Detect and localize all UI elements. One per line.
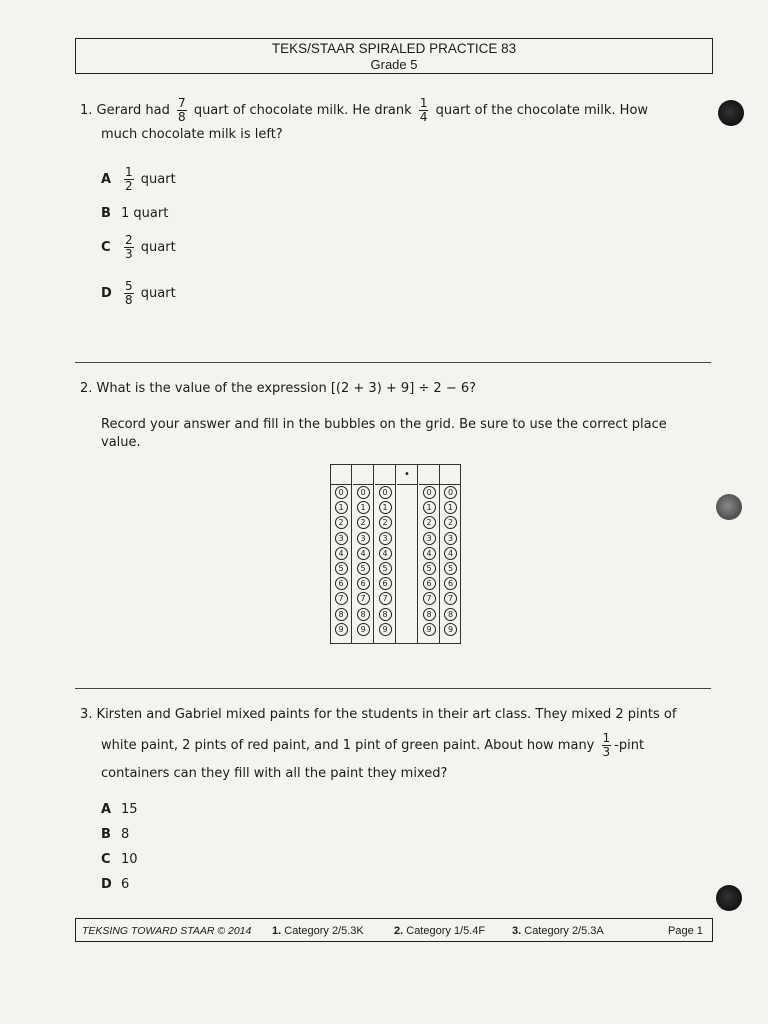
grid-column-tens[interactable] bbox=[331, 465, 352, 643]
fraction: $\frac{5}{8}$ bbox=[125, 279, 133, 307]
digit-bubble[interactable]: 9 bbox=[423, 623, 436, 636]
grid-column-ones-a[interactable] bbox=[353, 465, 374, 643]
answer-choice-a[interactable]: A $\frac{1}{2}$ quart bbox=[101, 165, 176, 193]
digit-bubble[interactable]: 3 bbox=[335, 532, 348, 545]
question-number: 1. bbox=[80, 103, 93, 118]
digit-bubble[interactable]: 3 bbox=[444, 532, 457, 545]
digit-bubble[interactable]: 8 bbox=[444, 608, 457, 621]
digit-bubble[interactable]: 1 bbox=[423, 501, 436, 514]
digit-bubble[interactable]: 3 bbox=[423, 532, 436, 545]
digit-bubble[interactable]: 4 bbox=[335, 547, 348, 560]
question-2-instructions: Record your answer and fill in the bubbles on the grid. Be sure to use the correct place value. bbox=[101, 417, 667, 450]
divider bbox=[75, 362, 711, 363]
digit-bubble[interactable]: 7 bbox=[335, 592, 348, 605]
digit-bubble[interactable]: 7 bbox=[379, 592, 392, 605]
digit-bubble[interactable]: 4 bbox=[357, 547, 370, 560]
digit-bubble[interactable]: 5 bbox=[357, 562, 370, 575]
page-number: Page 1 bbox=[668, 925, 703, 937]
answer-box[interactable] bbox=[419, 465, 439, 485]
bubble-set bbox=[331, 486, 351, 636]
answer-choice-c[interactable]: C $\frac{2}{3}$ quart bbox=[101, 233, 176, 261]
digit-bubble[interactable]: 8 bbox=[357, 608, 370, 621]
bubble-set bbox=[440, 486, 461, 636]
question-number: 3. bbox=[80, 707, 93, 722]
digit-bubble[interactable]: 5 bbox=[335, 562, 348, 575]
digit-bubble[interactable]: 9 bbox=[444, 623, 457, 636]
digit-bubble[interactable]: 1 bbox=[379, 501, 392, 514]
digit-bubble[interactable]: 0 bbox=[335, 486, 348, 499]
binder-hole-bottom bbox=[716, 885, 742, 911]
grade-label: Grade 5 bbox=[370, 57, 418, 72]
question-number: 2. bbox=[80, 381, 93, 396]
fraction: $\frac{1}{4}$ bbox=[419, 96, 428, 124]
digit-bubble[interactable]: 2 bbox=[335, 516, 348, 529]
digit-bubble[interactable]: 4 bbox=[379, 547, 392, 560]
binder-hole-middle bbox=[716, 494, 742, 520]
binder-hole-top bbox=[718, 100, 744, 126]
copyright: TEKSING TOWARD STAAR © 2014 bbox=[82, 925, 252, 937]
digit-bubble[interactable]: 0 bbox=[423, 486, 436, 499]
grid-column-decimal bbox=[397, 465, 418, 643]
stem-text: What is the value of the expression [(2 + 3) + 9] ÷ 2 − 6? bbox=[96, 381, 477, 396]
digit-bubble[interactable]: 1 bbox=[335, 501, 348, 514]
answer-box[interactable] bbox=[440, 465, 461, 485]
digit-bubble[interactable]: 5 bbox=[423, 562, 436, 575]
digit-bubble[interactable]: 6 bbox=[379, 577, 392, 590]
bubble-set bbox=[419, 486, 439, 636]
question-1-stem bbox=[80, 97, 710, 124]
digit-bubble[interactable]: 4 bbox=[444, 547, 457, 560]
question-3-stem bbox=[80, 706, 720, 724]
digit-bubble[interactable]: 1 bbox=[444, 501, 457, 514]
answer-box[interactable] bbox=[331, 465, 351, 485]
grid-column-ones-b[interactable] bbox=[375, 465, 396, 643]
page-footer bbox=[75, 918, 713, 942]
grid-column-tenths[interactable] bbox=[419, 465, 440, 643]
fraction: $\frac{1}{2}$ bbox=[125, 165, 133, 193]
answer-choice-d[interactable]: D $\frac{5}{8}$ quart bbox=[101, 279, 176, 307]
digit-bubble[interactable]: 3 bbox=[357, 532, 370, 545]
divider bbox=[75, 688, 711, 689]
digit-bubble[interactable]: 4 bbox=[423, 547, 436, 560]
fraction: $\frac{2}{3}$ bbox=[125, 233, 133, 261]
category-1: 1. Category 2/5.3K bbox=[272, 925, 364, 937]
digit-bubble[interactable]: 0 bbox=[379, 486, 392, 499]
question-3 bbox=[80, 706, 720, 783]
question-1 bbox=[80, 97, 710, 144]
category-3: 3. Category 2/5.3A bbox=[512, 925, 604, 937]
stem-text: Gerard had bbox=[96, 103, 170, 118]
answer-box[interactable] bbox=[375, 465, 395, 485]
digit-bubble[interactable]: 2 bbox=[423, 516, 436, 529]
digit-bubble[interactable]: 9 bbox=[379, 623, 392, 636]
fraction: $\frac{1}{3}$ bbox=[602, 731, 611, 759]
bubble-set bbox=[375, 486, 395, 636]
digit-bubble[interactable]: 2 bbox=[357, 516, 370, 529]
stem-text: -pint bbox=[614, 738, 645, 753]
page-header bbox=[75, 38, 713, 74]
fraction: $\frac{7}{8}$ bbox=[178, 96, 186, 124]
answer-box[interactable] bbox=[353, 465, 373, 485]
stem-text: quart of chocolate milk. He drank bbox=[193, 103, 412, 118]
digit-bubble[interactable]: 2 bbox=[379, 516, 392, 529]
answer-choice-a[interactable]: A 15 bbox=[101, 802, 138, 817]
digit-bubble[interactable]: 0 bbox=[357, 486, 370, 499]
digit-bubble[interactable]: 8 bbox=[423, 608, 436, 621]
digit-bubble[interactable]: 8 bbox=[335, 608, 348, 621]
worksheet-title: TEKS/STAAR SPIRALED PRACTICE 83 bbox=[271, 41, 517, 56]
digit-bubble[interactable]: 6 bbox=[423, 577, 436, 590]
digit-bubble[interactable]: 6 bbox=[335, 577, 348, 590]
answer-grid bbox=[330, 464, 461, 644]
digit-bubble[interactable]: 7 bbox=[444, 592, 457, 605]
digit-bubble[interactable]: 1 bbox=[357, 501, 370, 514]
digit-bubble[interactable]: 5 bbox=[444, 562, 457, 575]
digit-bubble[interactable]: 2 bbox=[444, 516, 457, 529]
answer-choice-b[interactable]: B 8 bbox=[101, 827, 130, 842]
stem-text: much chocolate milk is left? bbox=[101, 127, 283, 142]
decimal-point: • bbox=[397, 465, 417, 485]
digit-bubble[interactable]: 7 bbox=[423, 592, 436, 605]
digit-bubble[interactable]: 6 bbox=[357, 577, 370, 590]
digit-bubble[interactable]: 9 bbox=[357, 623, 370, 636]
digit-bubble[interactable]: 7 bbox=[357, 592, 370, 605]
digit-bubble[interactable]: 6 bbox=[444, 577, 457, 590]
answer-choice-c[interactable]: C 10 bbox=[101, 852, 138, 867]
grid-column-hundredths[interactable] bbox=[440, 465, 461, 643]
digit-bubble[interactable]: 9 bbox=[335, 623, 348, 636]
digit-bubble[interactable]: 5 bbox=[379, 562, 392, 575]
bubble-set bbox=[353, 486, 373, 636]
answer-choice-b[interactable]: B 1 quart bbox=[101, 206, 169, 221]
stem-text: white paint, 2 pints of red paint, and 1 pint of green paint. About how many bbox=[101, 738, 595, 753]
stem-text: containers can they fill with all the paint they mixed? bbox=[101, 766, 448, 781]
answer-choice-d[interactable]: D 6 bbox=[101, 877, 130, 892]
digit-bubble[interactable]: 8 bbox=[379, 608, 392, 621]
stem-text: Kirsten and Gabriel mixed paints for the students in their art class. They mixed 2 pints of bbox=[96, 707, 677, 722]
category-2: 2. Category 1/5.4F bbox=[394, 925, 486, 937]
digit-bubble[interactable]: 0 bbox=[444, 486, 457, 499]
stem-text: quart of the chocolate milk. How bbox=[435, 103, 649, 118]
question-2 bbox=[80, 380, 710, 398]
digit-bubble[interactable]: 3 bbox=[379, 532, 392, 545]
